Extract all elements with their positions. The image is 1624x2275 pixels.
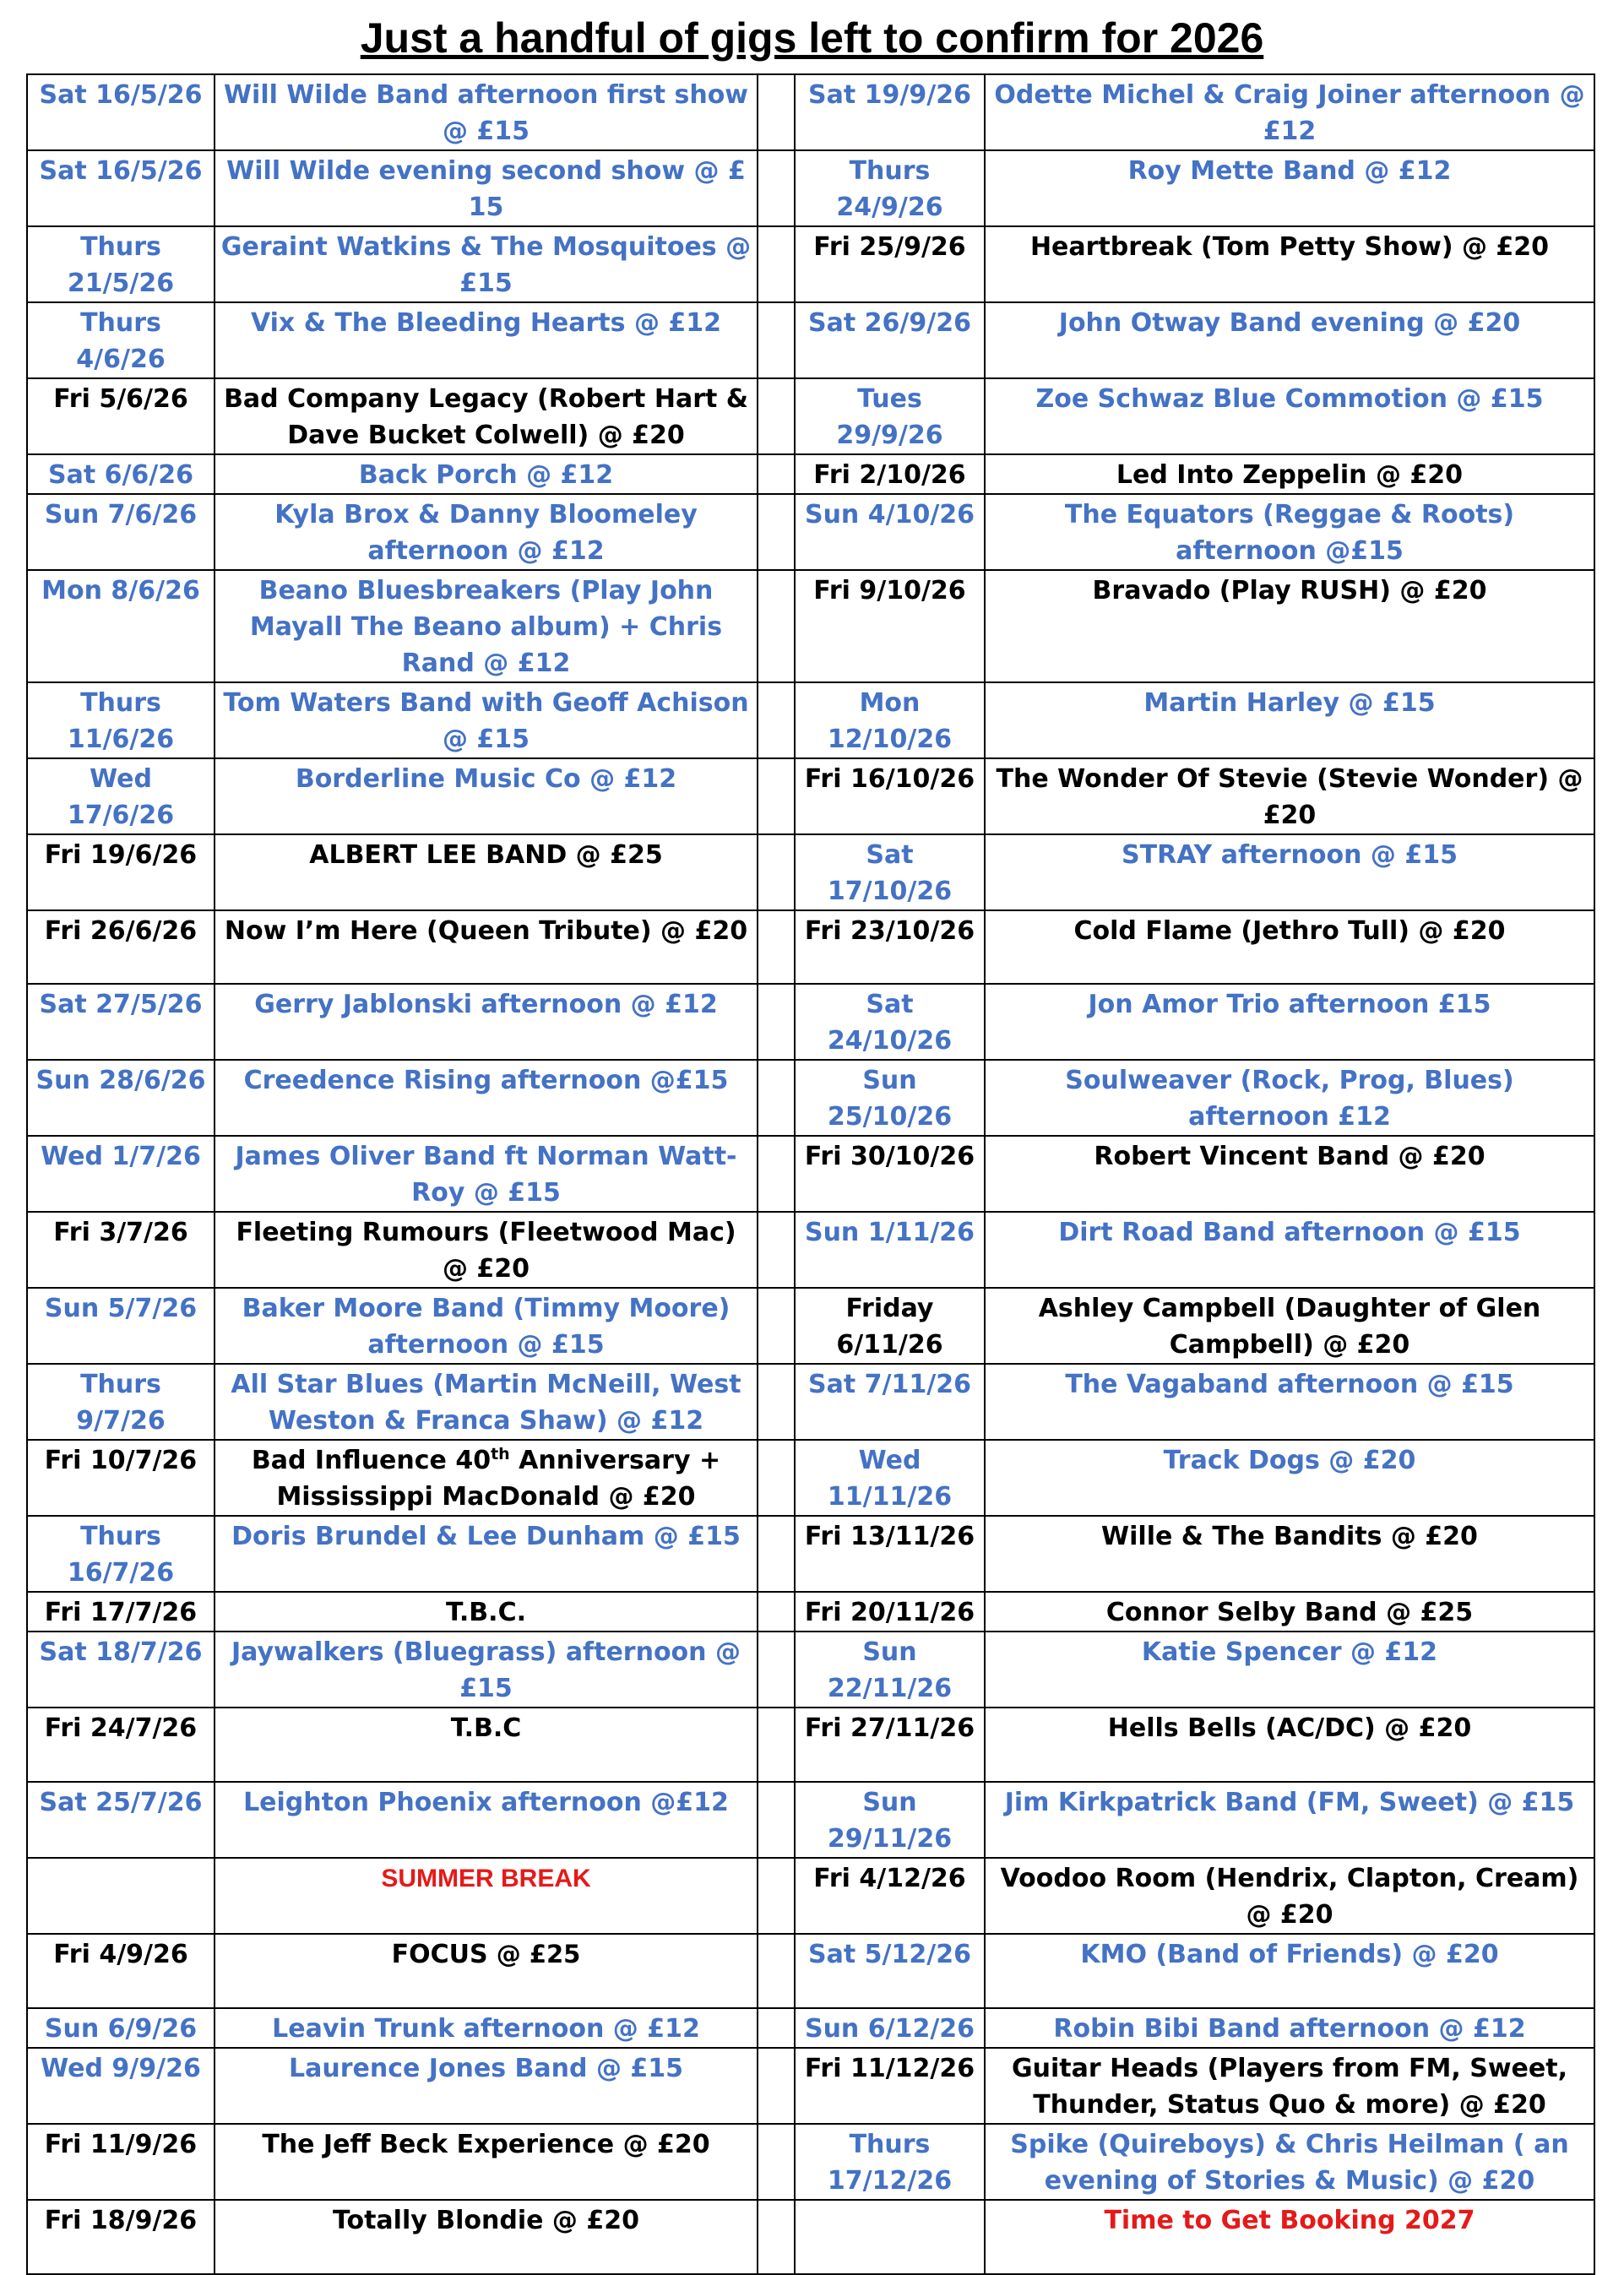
column-spacer xyxy=(758,2200,795,2274)
gig-act: Doris Brundel & Lee Dunham @ £15 xyxy=(215,1516,758,1592)
gig-act: Wille & The Bandits @ £20 xyxy=(985,1516,1594,1592)
gig-act: Back Porch @ £12 xyxy=(215,454,758,494)
gig-date: Sat 27/5/26 xyxy=(27,984,215,1060)
gig-act: Jon Amor Trio afternoon £15 xyxy=(985,984,1594,1060)
booking-callout: Time to Get Booking 2027 xyxy=(985,2200,1594,2274)
gig-act: Zoe Schwaz Blue Commotion @ £15 xyxy=(985,378,1594,454)
gig-act xyxy=(215,1934,758,2008)
column-spacer xyxy=(758,2124,795,2200)
column-spacer xyxy=(758,1440,795,1516)
summer-break-label: SUMMER BREAK xyxy=(215,1858,758,1934)
gig-act: Tom Waters Band with Geoff Achison @ £15 xyxy=(215,682,758,758)
gig-date: Fri 16/10/26 xyxy=(795,758,985,834)
gig-date: Sun 25/10/26 xyxy=(795,1060,985,1136)
gig-date: Thurs 16/7/26 xyxy=(27,1516,215,1592)
gig-date: Thurs 11/6/26 xyxy=(27,682,215,758)
gig-row xyxy=(27,1060,1594,1136)
gig-act: T.B.C xyxy=(215,1708,758,1782)
gig-row xyxy=(27,984,1594,1060)
gig-act: The Equators (Reggae & Roots) afternoon @£15 xyxy=(985,494,1594,570)
gig-act: Guitar Heads (Players from FM, Sweet, Thunder, Status Quo & more) @ £20 xyxy=(985,2048,1594,2124)
gig-act: Jaywalkers (Bluegrass) afternoon @ £15 xyxy=(215,1632,758,1708)
gig-row xyxy=(27,150,1594,226)
gig-row xyxy=(27,570,1594,682)
gig-date: Wed 11/11/26 xyxy=(795,1440,985,1516)
gig-row xyxy=(27,454,1594,494)
gig-date xyxy=(795,2200,985,2274)
gig-date: Fri 5/6/26 xyxy=(27,378,215,454)
gig-date: Fri 30/10/26 xyxy=(795,1136,985,1212)
gig-date: Fri 26/6/26 xyxy=(27,910,215,984)
gig-row xyxy=(27,2124,1594,2200)
act-headline: FOCUS xyxy=(391,1940,488,1969)
gig-row xyxy=(27,1136,1594,1212)
gig-date: Wed 1/7/26 xyxy=(27,1136,215,1212)
gig-date: Fri 27/11/26 xyxy=(795,1708,985,1782)
gig-date: Sun 28/6/26 xyxy=(27,1060,215,1136)
act-text: Anniversary + Mississippi MacDonald @ £20 xyxy=(276,1446,721,1512)
gig-date: Sun 7/6/26 xyxy=(27,494,215,570)
gig-act: Martin Harley @ £15 xyxy=(985,682,1594,758)
gig-act: Will Wilde Band afternoon first show @ £15 xyxy=(215,74,758,150)
gig-row xyxy=(27,910,1594,984)
column-spacer xyxy=(758,682,795,758)
column-spacer xyxy=(758,1632,795,1708)
gig-act: John Otway Band evening @ £20 xyxy=(985,302,1594,378)
gig-date: Thurs 4/6/26 xyxy=(27,302,215,378)
gig-row xyxy=(27,1364,1594,1440)
column-spacer xyxy=(758,1858,795,1934)
gig-act: Leavin Trunk afternoon @ £12 xyxy=(215,2008,758,2048)
gig-act: Dirt Road Band afternoon @ £15 xyxy=(985,1212,1594,1288)
act-text: Bad Influence 40 xyxy=(251,1446,492,1475)
gig-act: Led Into Zeppelin @ £20 xyxy=(985,454,1594,494)
gig-act: Kyla Brox & Danny Bloomeley afternoon @ £12 xyxy=(215,494,758,570)
gig-act: Robert Vincent Band @ £20 xyxy=(985,1136,1594,1212)
gig-date: Wed 9/9/26 xyxy=(27,2048,215,2124)
gig-row xyxy=(27,1440,1594,1516)
gig-act: Will Wilde evening second show @ £ 15 xyxy=(215,150,758,226)
column-spacer xyxy=(758,834,795,910)
gig-act: Fleeting Rumours (Fleetwood Mac) @ £20 xyxy=(215,1212,758,1288)
gig-date: Thurs 24/9/26 xyxy=(795,150,985,226)
gig-date: Sat 16/5/26 xyxy=(27,150,215,226)
column-spacer xyxy=(758,1060,795,1136)
column-spacer xyxy=(758,74,795,150)
gig-date: Fri 17/7/26 xyxy=(27,1592,215,1632)
column-spacer xyxy=(758,1288,795,1364)
gig-date: Sat 7/11/26 xyxy=(795,1364,985,1440)
gig-act: Heartbreak (Tom Petty Show) @ £20 xyxy=(985,226,1594,302)
gig-date: Mon 8/6/26 xyxy=(27,570,215,682)
gig-date: Sat 26/9/26 xyxy=(795,302,985,378)
gig-act: T.B.C. xyxy=(215,1592,758,1632)
gig-act: James Oliver Band ft Norman Watt-Roy @ £15 xyxy=(215,1136,758,1212)
column-spacer xyxy=(758,302,795,378)
column-spacer xyxy=(758,1592,795,1632)
gig-date: Sun 6/9/26 xyxy=(27,2008,215,2048)
gig-date: Fri 3/7/26 xyxy=(27,1212,215,1288)
gig-act: Beano Bluesbreakers (Play John Mayall The Beano album) + Chris Rand @ £12 xyxy=(215,570,758,682)
gig-date: Fri 20/11/26 xyxy=(795,1592,985,1632)
gig-date: Fri 10/7/26 xyxy=(27,1440,215,1516)
gig-date: Sat 5/12/26 xyxy=(795,1934,985,2008)
column-spacer xyxy=(758,1708,795,1782)
gig-row xyxy=(27,2008,1594,2048)
column-spacer xyxy=(758,150,795,226)
gig-act xyxy=(215,1440,758,1516)
gig-act: Geraint Watkins & The Mosquitoes @ £15 xyxy=(215,226,758,302)
gig-act: Creedence Rising afternoon @£15 xyxy=(215,1060,758,1136)
gig-date: Thurs 17/12/26 xyxy=(795,2124,985,2200)
gig-row xyxy=(27,1632,1594,1708)
gig-date: Tues 29/9/26 xyxy=(795,378,985,454)
gig-date: Sat 16/5/26 xyxy=(27,74,215,150)
gig-act: Spike (Quireboys) & Chris Heilman ( an evening of Stories & Music) @ £20 xyxy=(985,2124,1594,2200)
gig-row xyxy=(27,74,1594,150)
gig-row xyxy=(27,226,1594,302)
gig-date: Sat 17/10/26 xyxy=(795,834,985,910)
gig-act: ALBERT LEE BAND @ £25 xyxy=(215,834,758,910)
column-spacer xyxy=(758,1364,795,1440)
gig-act: Baker Moore Band (Timmy Moore) afternoon @ £15 xyxy=(215,1288,758,1364)
column-spacer xyxy=(758,758,795,834)
gig-act: The Vagaband afternoon @ £15 xyxy=(985,1364,1594,1440)
gig-date: Mon 12/10/26 xyxy=(795,682,985,758)
gig-act: Borderline Music Co @ £12 xyxy=(215,758,758,834)
gig-act: Bravado (Play RUSH) @ £20 xyxy=(985,570,1594,682)
gig-date: Fri 24/7/26 xyxy=(27,1708,215,1782)
gig-row xyxy=(27,834,1594,910)
gig-row xyxy=(27,302,1594,378)
gig-date: Sun 1/11/26 xyxy=(795,1212,985,1288)
gig-act: Jim Kirkpatrick Band (FM, Sweet) @ £15 xyxy=(985,1782,1594,1858)
gig-date: Sat 6/6/26 xyxy=(27,454,215,494)
gig-date: Sun 29/11/26 xyxy=(795,1782,985,1858)
gig-row xyxy=(27,1516,1594,1592)
gig-date: Sat 19/9/26 xyxy=(795,74,985,150)
page-title: Just a handful of gigs left to confirm for 2026 xyxy=(360,14,1264,62)
gig-date: Fri 25/9/26 xyxy=(795,226,985,302)
gig-date: Sun 6/12/26 xyxy=(795,2008,985,2048)
column-spacer xyxy=(758,494,795,570)
gig-act: Roy Mette Band @ £12 xyxy=(985,150,1594,226)
column-spacer xyxy=(758,984,795,1060)
gig-act: Katie Spencer @ £12 xyxy=(985,1632,1594,1708)
gig-act: Track Dogs @ £20 xyxy=(985,1440,1594,1516)
gig-date: Sat 18/7/26 xyxy=(27,1632,215,1708)
gig-act: Gerry Jablonski afternoon @ £12 xyxy=(215,984,758,1060)
gig-row xyxy=(27,494,1594,570)
gig-row xyxy=(27,1782,1594,1858)
gig-act: Leighton Phoenix afternoon @£12 xyxy=(215,1782,758,1858)
gig-date xyxy=(27,1858,215,1934)
column-spacer xyxy=(758,454,795,494)
gig-date: Thurs 21/5/26 xyxy=(27,226,215,302)
gig-act: Bad Company Legacy (Robert Hart & Dave Bucket Colwell) @ £20 xyxy=(215,378,758,454)
column-spacer xyxy=(758,570,795,682)
gig-row xyxy=(27,1212,1594,1288)
gig-act: The Jeff Beck Experience @ £20 xyxy=(215,2124,758,2200)
column-spacer xyxy=(758,1782,795,1858)
gig-act: Connor Selby Band @ £25 xyxy=(985,1592,1594,1632)
gig-date: Thurs 9/7/26 xyxy=(27,1364,215,1440)
gig-date: Fri 4/12/26 xyxy=(795,1858,985,1934)
column-spacer xyxy=(758,1934,795,2008)
column-spacer xyxy=(758,2048,795,2124)
gig-act: Totally Blondie @ £20 xyxy=(215,2200,758,2274)
gig-date: Sun 5/7/26 xyxy=(27,1288,215,1364)
gig-act: All Star Blues (Martin McNeill, West Weston & Franca Shaw) @ £12 xyxy=(215,1364,758,1440)
gig-row xyxy=(27,1934,1594,2008)
column-spacer xyxy=(758,1516,795,1592)
gig-date: Fri 18/9/26 xyxy=(27,2200,215,2274)
act-price: @ £25 xyxy=(487,1940,581,1968)
gig-date: Sat 25/7/26 xyxy=(27,1782,215,1858)
column-spacer xyxy=(758,226,795,302)
gig-act: Vix & The Bleeding Hearts @ £12 xyxy=(215,302,758,378)
gig-act: Laurence Jones Band @ £15 xyxy=(215,2048,758,2124)
column-spacer xyxy=(758,378,795,454)
gig-date: Fri 11/9/26 xyxy=(27,2124,215,2200)
gig-date: Fri 19/6/26 xyxy=(27,834,215,910)
column-spacer xyxy=(758,2008,795,2048)
gig-row xyxy=(27,2200,1594,2274)
gig-row xyxy=(27,1858,1594,1934)
column-spacer xyxy=(758,910,795,984)
gig-row xyxy=(27,758,1594,834)
gig-schedule-table xyxy=(26,73,1595,2275)
gig-date: Fri 4/9/26 xyxy=(27,1934,215,2008)
gig-act: Cold Flame (Jethro Tull) @ £20 xyxy=(985,910,1594,984)
gig-act: Odette Michel & Craig Joiner afternoon @ £12 xyxy=(985,74,1594,150)
gig-row xyxy=(27,378,1594,454)
gig-date: Sat 24/10/26 xyxy=(795,984,985,1060)
gig-act: Now I’m Here (Queen Tribute) @ £20 xyxy=(215,910,758,984)
gig-act: Soulweaver (Rock, Prog, Blues) afternoon £12 xyxy=(985,1060,1594,1136)
gig-date: Sun 22/11/26 xyxy=(795,1632,985,1708)
gig-act: The Wonder Of Stevie (Stevie Wonder) @ £20 xyxy=(985,758,1594,834)
gig-date: Wed 17/6/26 xyxy=(27,758,215,834)
gig-act: Ashley Campbell (Daughter of Glen Campbell) @ £20 xyxy=(985,1288,1594,1364)
gig-row xyxy=(27,2048,1594,2124)
gig-act: KMO (Band of Friends) @ £20 xyxy=(985,1934,1594,2008)
gig-row xyxy=(27,1288,1594,1364)
ordinal-suffix: th xyxy=(491,1445,510,1463)
gig-date: Fri 13/11/26 xyxy=(795,1516,985,1592)
column-spacer xyxy=(758,1136,795,1212)
gig-date: Fri 9/10/26 xyxy=(795,570,985,682)
gig-date: Sun 4/10/26 xyxy=(795,494,985,570)
gig-act: Robin Bibi Band afternoon @ £12 xyxy=(985,2008,1594,2048)
gig-date: Friday 6/11/26 xyxy=(795,1288,985,1364)
gig-date: Fri 23/10/26 xyxy=(795,910,985,984)
gig-row xyxy=(27,1592,1594,1632)
gig-row xyxy=(27,682,1594,758)
gig-date: Fri 11/12/26 xyxy=(795,2048,985,2124)
gig-act: Hells Bells (AC/DC) @ £20 xyxy=(985,1708,1594,1782)
gig-date: Fri 2/10/26 xyxy=(795,454,985,494)
gig-row xyxy=(27,1708,1594,1782)
gig-act: Voodoo Room (Hendrix, Clapton, Cream) @ £20 xyxy=(985,1858,1594,1934)
gig-act: STRAY afternoon @ £15 xyxy=(985,834,1594,910)
column-spacer xyxy=(758,1212,795,1288)
